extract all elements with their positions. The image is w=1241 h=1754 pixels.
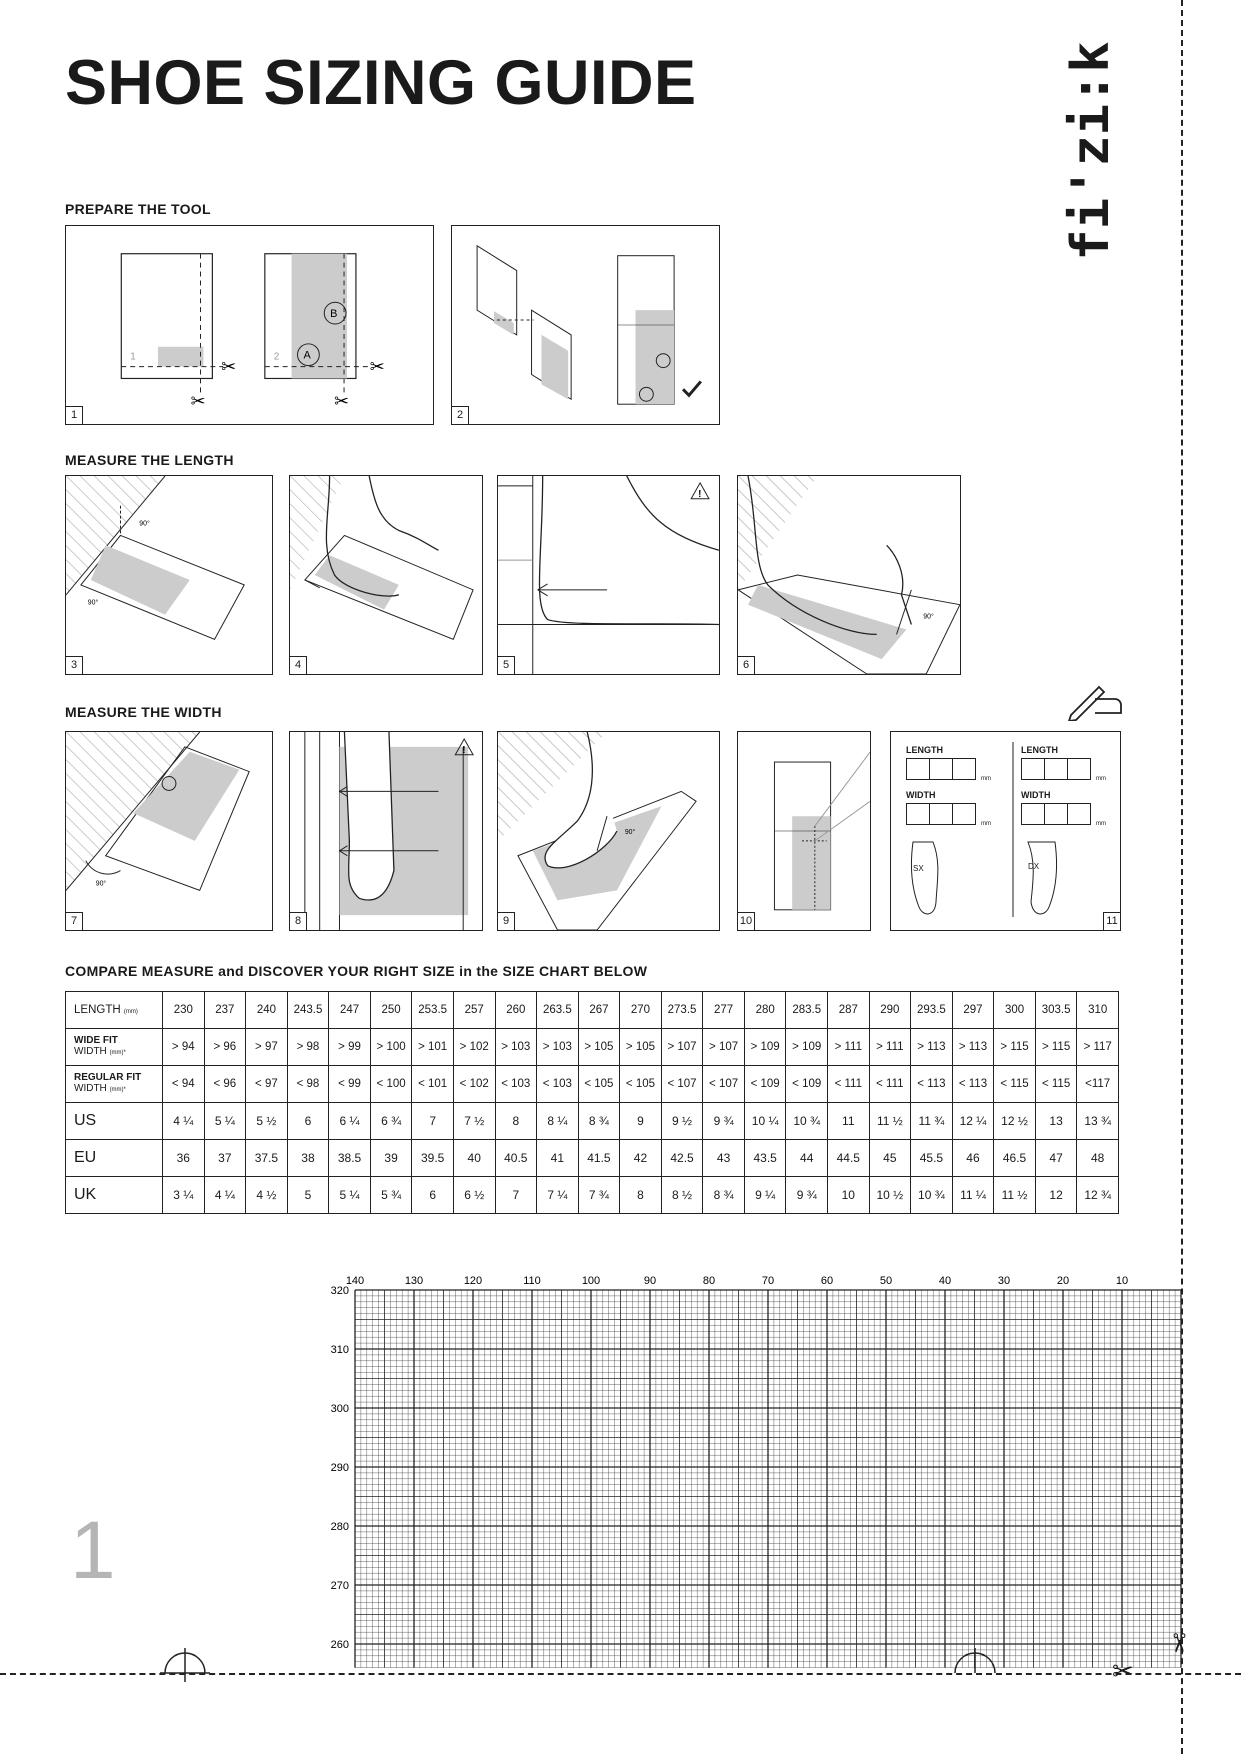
step-number: 7: [66, 912, 83, 930]
step-panel-6: [737, 475, 961, 675]
row-eu: EU 36 37 37.5 38 38.5 39 39.5 40 40.5 41 41.5 42 42.5 43 43.5 44 44.5 45 45.5 46 46.5 47 48: [66, 1140, 1119, 1177]
grid-x-tick: 90: [643, 1275, 657, 1287]
write-hand-icon: [1065, 679, 1123, 721]
section-title-compare: COMPARE MEASURE and DISCOVER YOUR RIGHT SIZE in the SIZE CHART BELOW: [65, 963, 648, 979]
scissors-icon: ✂: [221, 356, 237, 377]
step-number: 10: [738, 912, 755, 930]
step-panel-5: [497, 475, 720, 675]
grid-x-tick: 50: [879, 1275, 893, 1287]
step-number: 1: [66, 406, 83, 424]
angle-label: 90°: [87, 599, 99, 607]
step-panel-1: [65, 225, 434, 425]
unit-label: mm: [1096, 821, 1106, 827]
unit-label: mm: [981, 821, 991, 827]
foot-label-right: DX: [1028, 862, 1040, 871]
row-length: LENGTH (mm) 230 237 240 243.5 247 250 253.5 257 260 263.5 267 270 273.5 277 280 283.5 287 290 293.5 297 300 303.5 310: [66, 992, 1119, 1029]
angle-label: 90°: [923, 613, 934, 621]
angle-label: 90°: [95, 880, 107, 888]
step-panel-2: [451, 225, 720, 425]
grid-x-tick: 110: [523, 1275, 541, 1287]
step-panel-3: [65, 475, 273, 675]
registration-mark: [160, 1640, 210, 1690]
grid-y-tick: 280: [330, 1521, 349, 1533]
section-title-length: MEASURE THE LENGTH: [65, 452, 234, 468]
grid-x-tick: 100: [581, 1275, 601, 1287]
row-wide-fit: WIDE FIT WIDTH (mm)* > 94 > 96 > 97 > 98 > 99 > 100 > 101 > 102 > 103 > 103 > 105 > 105 > 107 > 107 > 109 > 109 > 111 > 111 > 113 > 113 > 115 > 115 > 117: [66, 1029, 1119, 1066]
step-panel-10: [737, 731, 871, 931]
row-regular-fit: REGULAR FIT WIDTH (mm)* < 94 < 96 < 97 < 98 < 99 < 100 < 101 < 102 < 103 < 103 < 105 < 105 < 107 < 107 < 109 < 109 < 111 < 111 < 113 < 113 < 115 < 115 <117: [66, 1066, 1119, 1103]
unit-label: mm: [1096, 776, 1106, 782]
row-header-uk: UK: [66, 1177, 163, 1214]
check-icon: [683, 381, 701, 395]
brand-logo: fi'zi:k: [1061, 40, 1121, 261]
sheet-against-wall-illustration: [66, 476, 272, 674]
step-number: 5: [498, 656, 515, 674]
mark-a: A: [303, 349, 311, 362]
page-title: SHOE SIZING GUIDE: [65, 48, 697, 118]
grid-x-tick: 130: [404, 1275, 424, 1287]
foot-label-left: SX: [913, 864, 924, 873]
sheet-number-2: 2: [273, 351, 280, 363]
foot-side-measure-illustration: [290, 732, 482, 930]
feet-outline-illustration: [891, 732, 1121, 931]
scissors-icon: ✂: [1163, 1632, 1194, 1654]
width-label-right: WIDTH: [1021, 790, 1051, 800]
scissors-icon: ✂: [369, 356, 385, 377]
scissors-icon: ✂: [190, 391, 206, 412]
step-number: 6: [738, 656, 755, 674]
row-header-regular: REGULAR FIT WIDTH (mm)*: [66, 1066, 163, 1103]
scissors-icon: ✂: [334, 391, 350, 412]
grid-x-tick: 140: [345, 1275, 365, 1287]
grid-x-tick: 20: [1056, 1275, 1070, 1287]
unit-label: mm: [981, 776, 991, 782]
row-us: US 4 ¼ 5 ¼ 5 ½ 6 6 ¼ 6 ¾ 7 7 ½ 8 8 ¼ 8 ¾ 9 9 ½ 9 ¾ 10 ¼ 10 ¾ 11 11 ½ 11 ¾ 12 ¼ 12 ½ 13 13 ¾: [66, 1103, 1119, 1140]
step-panel-8: [289, 731, 483, 931]
length-label-left: LENGTH: [906, 745, 943, 755]
sheet-number-1: 1: [130, 351, 136, 363]
step-number: 8: [290, 912, 307, 930]
grid-x-tick: 60: [820, 1275, 834, 1287]
length-label-right: LENGTH: [1021, 745, 1058, 755]
mark-toe-illustration: [738, 476, 960, 674]
foot-on-sheet-illustration: [290, 476, 482, 674]
sheet-sideways-illustration: [66, 732, 272, 930]
grid-y-tick: 310: [330, 1344, 349, 1356]
step-number: 2: [452, 406, 469, 424]
step-panel-4: [289, 475, 483, 675]
section-title-width: MEASURE THE WIDTH: [65, 704, 222, 720]
registration-mark: [950, 1640, 1000, 1690]
page-number: 1: [70, 1505, 116, 1596]
row-uk: UK 3 ¼ 4 ¼ 4 ½ 5 5 ¼ 5 ¾ 6 6 ½ 7 7 ¼ 7 ¾ 8 8 ½ 8 ¾ 9 ¼ 9 ¾ 10 10 ½ 10 ¾ 11 ¼ 11 ½ 12 12 ¾: [66, 1177, 1119, 1214]
scissors-icon: ✂: [1112, 1656, 1134, 1686]
section-title-prepare: PREPARE THE TOOL: [65, 201, 211, 217]
read-measure-illustration: [738, 732, 870, 930]
row-header-eu: EU: [66, 1140, 163, 1177]
row-header-length: LENGTH (mm): [66, 992, 163, 1029]
step-panel-9: [497, 731, 720, 931]
step-panel-7: [65, 731, 273, 931]
size-chart-table: [65, 991, 1119, 1214]
grid-y-tick: 290: [330, 1462, 349, 1474]
angle-label: 90°: [139, 520, 150, 528]
width-label-left: WIDTH: [906, 790, 936, 800]
mark-width-illustration: [498, 732, 719, 930]
row-header-wide: WIDE FIT WIDTH (mm)*: [66, 1029, 163, 1066]
prepare-join-illustration: [452, 226, 719, 424]
grid-x-tick: 80: [702, 1275, 716, 1287]
grid-x-tick: 40: [938, 1275, 952, 1287]
grid-y-tick: 260: [330, 1639, 349, 1651]
heel-against-wall-illustration: [498, 476, 719, 674]
grid-y-tick: 300: [330, 1403, 349, 1415]
step-number: 4: [290, 656, 307, 674]
grid-y-tick: 320: [330, 1285, 349, 1297]
step-number: 3: [66, 656, 83, 674]
grid-x-tick: 10: [1115, 1275, 1129, 1287]
mark-b: B: [330, 308, 338, 321]
prepare-cut-illustration: [66, 226, 433, 424]
step-number: 11: [1103, 912, 1120, 930]
grid-x-tick: 70: [761, 1275, 775, 1287]
grid-y-tick: 270: [330, 1580, 349, 1592]
step-panel-11-record-card: [890, 731, 1121, 931]
measuring-grid: [300, 1270, 1200, 1690]
row-header-us: US: [66, 1103, 163, 1140]
grid-x-tick: 30: [997, 1275, 1011, 1287]
angle-label: 90°: [624, 828, 636, 836]
svg-text:!: !: [462, 744, 466, 756]
grid-x-tick: 120: [463, 1275, 483, 1287]
svg-text:!: !: [698, 488, 702, 500]
step-number: 9: [498, 912, 515, 930]
